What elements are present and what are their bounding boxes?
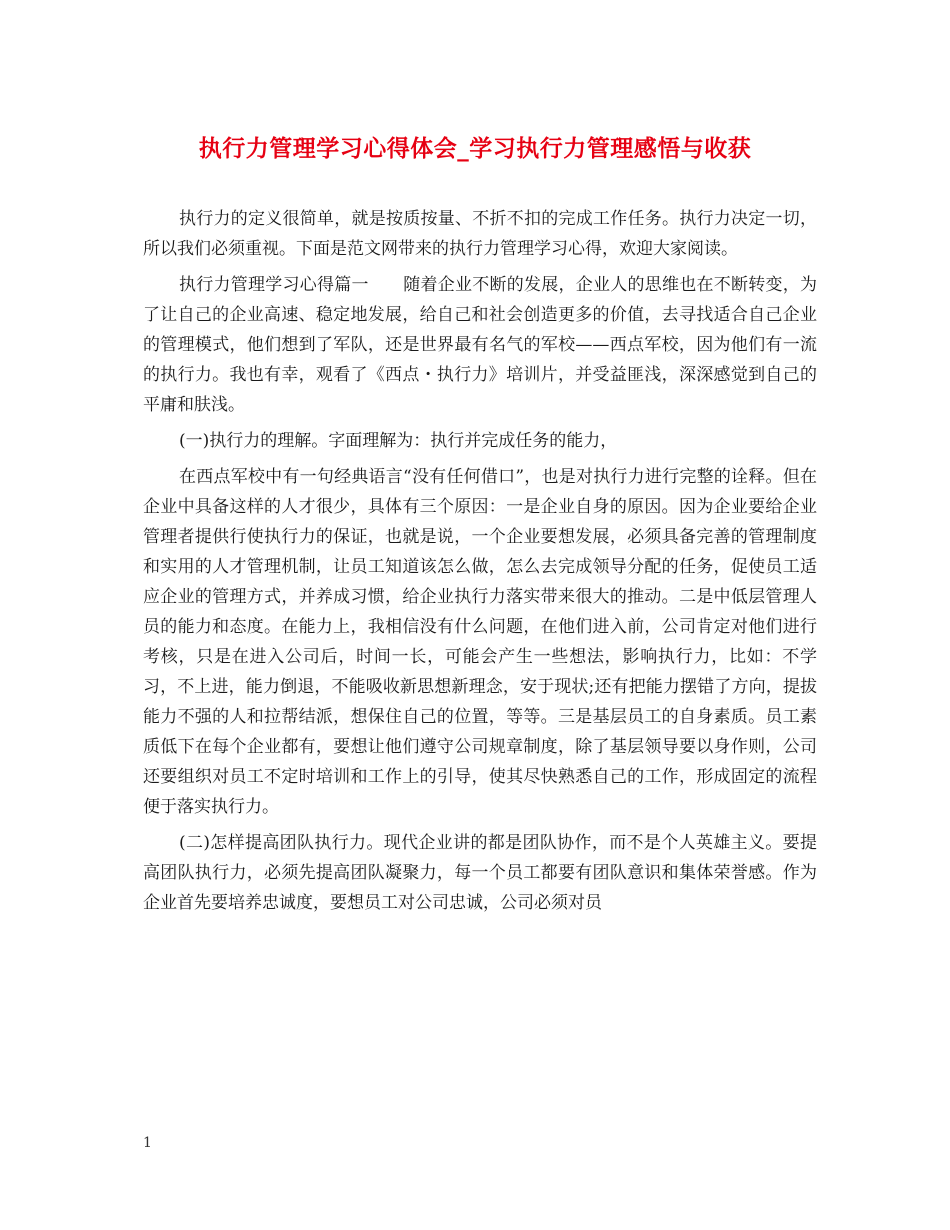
page-number: 1 — [143, 1135, 152, 1151]
paragraph-understanding: (一)执行力的理解。字面理解为：执行并完成任务的能力， — [179, 431, 618, 451]
document-title: 执行力管理学习心得体会_学习执行力管理感悟与收获 — [198, 135, 752, 162]
paragraph-team-execution: (二)怎样提高团队执行力。现代企业讲的都是团队协作，而不是个人英雄主义。要提高团队执行力，必须先提高团队凝聚力，每一个员工都要有团队意识和集体荣誉感。作为企业首先要培养忠诚度，要想员工对公司忠诚，公司必须对员 — [143, 833, 817, 913]
paragraph-intro: 执行力的定义很简单，就是按质按量、不折不扣的完成工作任务。执行力决定一切，所以我们必须重视。下面是范文网带来的执行力管理学习心得，欢迎大家阅读。 — [143, 209, 817, 259]
paragraph-west-point: 在西点军校中有一句经典语言“没有任何借口”，也是对执行力进行完整的诠释。但在企业中具备这样的人才很少，具体有三个原因：一是企业自身的原因。因为企业要给企业管理者提供行使执行力的保证，也就是说，一个企业要想发展，必须具备完善的管理制度和实用的人才管理机制，让员工知道该怎么做，怎么去完成领导分配的任务，促使员工适应企业的管理方式，并养成习惯，给企业执行力落实带来很大的推动。二是中低层管理人员的能力和态度。在能力上，我相信没有什么问题，在他们进入前，公司肯定对他们进行考核，只是在进入公司后，时间一长，可能会产生一些想法，影响执行力，比如：不学习，不上进，能力倒退，不能吸收新思想新理念，安于现状;还有把能力摆错了方向，提拔能力不强的人和拉帮结派，想保住自己的位置，等等。三是基层员工的自身素质。员工素质低下在每个企业都有，要想让他们遵守公司规章制度，除了基层领导要以身作则，公司还要组织对员工不定时培训和工作上的引导，使其尽快熟悉自己的工作，形成固定的流程便于落实执行力。 — [143, 467, 817, 817]
paragraph-part-one: 执行力管理学习心得篇一 随着企业不断的发展，企业人的思维也在不断转变，为了让自己的企业高速、稳定地发展，给自己和社会创造更多的价值，去寻找适合自己企业的管理模式，他们想到了军队，还是世界最有名气的军校——西点军校，因为他们有一流的执行力。我也有幸，观看了《西点・执行力》培训片，并受益匪浅，深深感觉到自己的平庸和肤浅。 — [143, 275, 817, 415]
document-body — [143, 204, 817, 924]
